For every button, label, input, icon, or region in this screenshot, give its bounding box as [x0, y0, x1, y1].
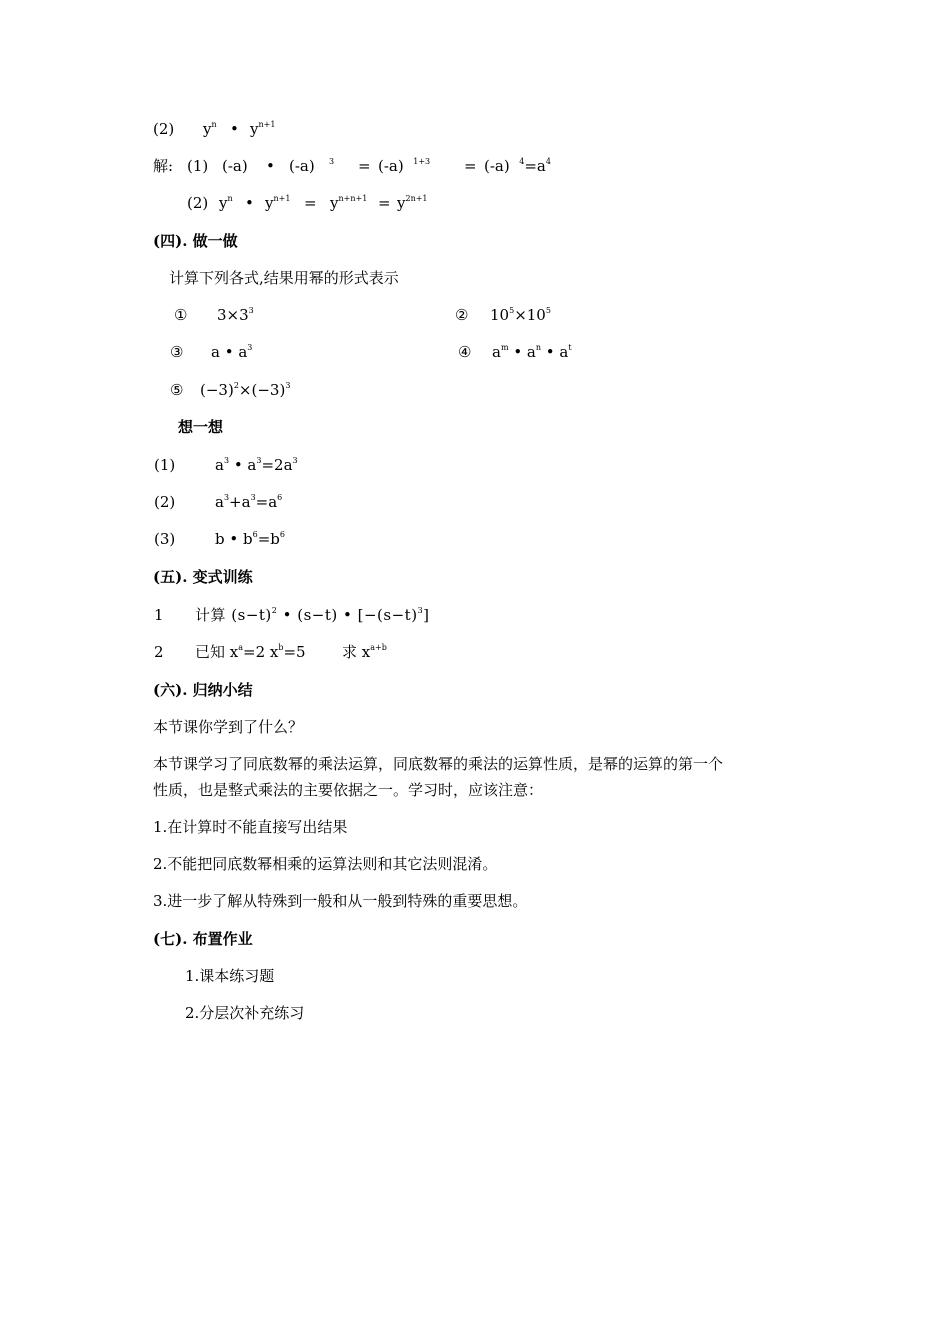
equals: = [358, 157, 371, 175]
term: $y^{n+1}$ [265, 194, 291, 212]
think-heading: 想一想 [178, 418, 224, 436]
item-number: ③ [170, 343, 184, 361]
summary-question: 本节课你学到了什么？ [153, 718, 304, 736]
summary-paragraph-line-1: 本节课学习了同底数幂的乘法运算，同底数幂的乘法的运算性质，是幂的运算的第一个 [153, 755, 724, 773]
item-label: (1) [187, 157, 209, 175]
item-label: (1) [154, 456, 176, 474]
equals: = [304, 194, 317, 212]
item-label: (2) [187, 194, 209, 212]
item-number: ① [174, 306, 188, 324]
item-expression: $a^3$ • $a^3=2a^3$ [215, 456, 298, 474]
dot-operator: • [245, 194, 254, 212]
item-expression: $a^3+a^3=a^6$ [215, 493, 283, 511]
term: $y^{n+1}$ [250, 120, 276, 138]
item-expression: $(-3)^2\times(-3)^3$ [200, 381, 291, 399]
question-number: 1 [154, 606, 164, 624]
homework-item: 2.分层次补充练习 [185, 1004, 305, 1022]
section-7-heading: (七). 布置作业 [153, 930, 253, 948]
dot-operator: • [266, 157, 275, 175]
item-label: (2) [154, 493, 176, 511]
section-6-heading: (六). 归纳小结 [153, 681, 253, 699]
item-expression: b • $b^6=b^6$ [215, 530, 285, 548]
term: $y^{n+n+1}$ [330, 194, 368, 212]
term: (-a) $^{1+3}$ [378, 157, 431, 175]
solution-label: 解: [153, 157, 174, 175]
summary-paragraph-line-2: 性质，也是整式乘法的主要依据之一。学习时，应该注意： [153, 781, 544, 799]
dot-operator: • [230, 120, 239, 138]
question-number: 2 [154, 643, 164, 661]
item-expression: $3\times 3^3$ [217, 306, 254, 324]
homework-item: 1.课本练习题 [185, 967, 275, 985]
item-expression: $a^m$ • $a^n$ • $a^t$ [492, 343, 572, 361]
question-expression: 计算 $(s-t)^2$ • (s−t) • $[-(s-t)^3]$ [195, 606, 430, 624]
item-expression: $10^5\times 10^5$ [490, 306, 551, 324]
equals: = [378, 194, 391, 212]
section-4-heading: (四). 做一做 [153, 232, 238, 250]
equals: = [464, 157, 477, 175]
summary-point: 2.不能把同底数幂相乘的运算法则和其它法则混淆。 [153, 855, 498, 873]
exercise-label: (2) [153, 120, 175, 138]
summary-point: 1.在计算时不能直接写出结果 [153, 818, 348, 836]
question-given: 已知 $x^a=2$ $x^b=5$ [195, 643, 306, 661]
item-expression: a • $a^3$ [211, 343, 253, 361]
term: (-a) $^3$ [289, 157, 335, 175]
question-ask: 求 $x^{a+b}$ [342, 643, 387, 661]
term: (-a) [222, 157, 248, 175]
term: $y^n$ [219, 194, 233, 212]
term: $y^{2n+1}$ [397, 194, 428, 212]
item-label: (3) [154, 530, 176, 548]
term: (-a) $^4=a^4$ [484, 157, 551, 175]
term: $y^n$ [203, 120, 217, 138]
item-number: ④ [458, 343, 472, 361]
item-number: ② [455, 306, 469, 324]
summary-point: 3.进一步了解从特殊到一般和从一般到特殊的重要思想。 [153, 892, 528, 910]
section-5-heading: (五). 变式训练 [153, 568, 253, 586]
item-number: ⑤ [170, 381, 184, 399]
section-4-intro: 计算下列各式,结果用幂的形式表示 [169, 269, 399, 287]
